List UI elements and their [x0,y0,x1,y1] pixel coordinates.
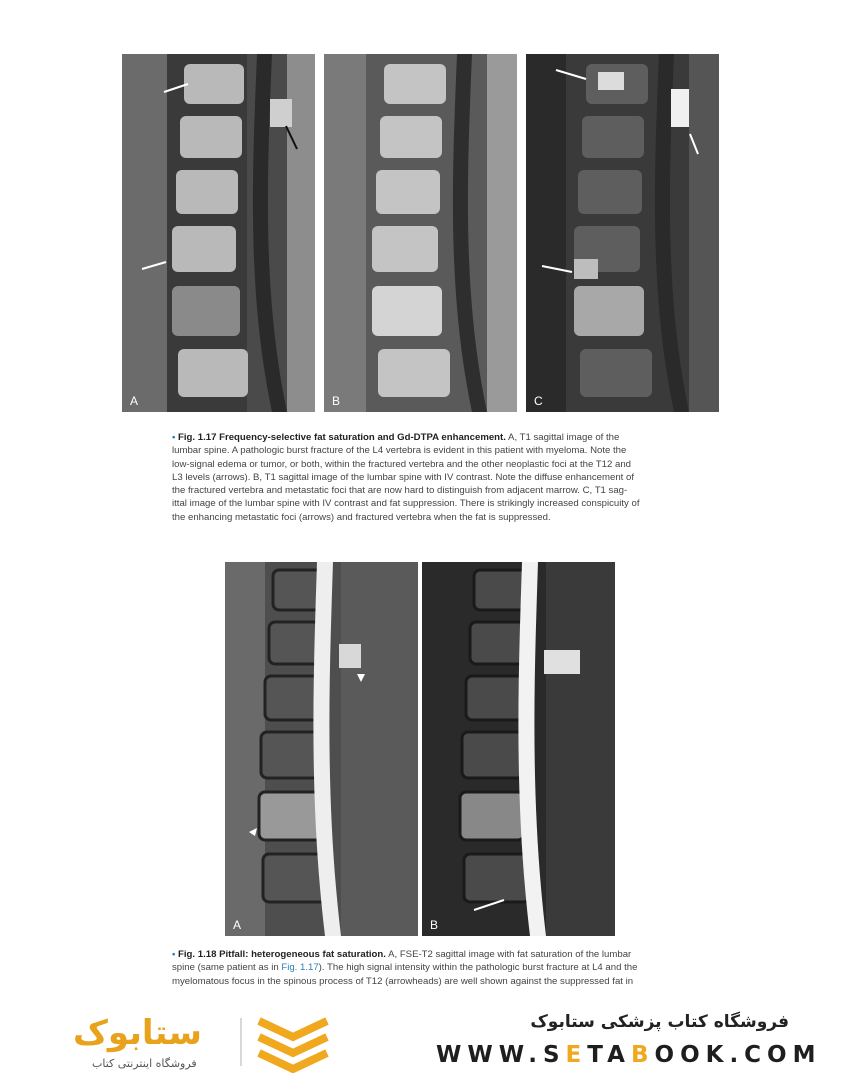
caption-text: A, FSE-T2 sagittal image with fat saturation of the lumbar [388,949,632,960]
panel-label: B [430,918,439,932]
panel-label: A [233,918,242,932]
caption-line [172,431,672,444]
store-url[interactable] [436,1042,822,1068]
figure-reference-link[interactable]: Fig. 1.17 [281,962,319,974]
caption-text: ). The high signal intensity within the pathologic burst fracture at L4 and the [318,962,638,974]
caption-line [172,961,672,974]
caption-line: low-signal edema or tumor, or both, within the fractured vertebra and the other neoplastic foci at the T12 and [172,458,631,470]
caption-line [172,948,672,961]
figure-17-caption [172,431,672,524]
fig17-panel-a [122,54,315,412]
panel-label: A [130,394,139,408]
store-name: فروشگاه کتاب پزشکی ستابوک [530,1012,789,1032]
caption-text: A, T1 sagittal image of the [508,432,620,443]
fig18-panel-a [225,562,418,936]
mri-fse-t2-fat-sat-image [225,562,418,936]
fig17-panel-b [324,54,517,412]
caption-line: L3 levels (arrows). B, T1 sagittal image of the lumbar spine with IV contrast. Note the diffuse enhancement of [172,471,634,483]
figure-number: Fig. 1.17 [178,432,217,443]
store-logo-subtitle: فروشگاه اینترنتی کتاب [92,1057,197,1070]
figure-title: Pitfall: heterogeneous fat saturation. [219,949,386,960]
fig18-panel-b [422,562,615,936]
mri-fse-t2-fat-sat-image [422,562,615,936]
caption-bullet: • [172,949,176,960]
store-logo-wordmark: ستابوک [73,1013,202,1053]
url-part: TA [587,1042,631,1068]
fig17-panel-c [526,54,719,412]
mri-t1-sagittal-image [122,54,315,412]
caption-line: the fractured vertebra and metastatic foci that are now hard to distinguish from adjacent marrow. C, T1 sag- [172,485,628,497]
url-accent: B [630,1042,655,1068]
url-accent: E [565,1042,588,1068]
figure-18-caption [172,948,672,988]
caption-line: lumbar spine. A pathologic burst fracture of the L4 vertebra is evident in this patient with myeloma. Note the [172,445,627,457]
panel-label: C [534,394,543,408]
logo-divider [240,1018,242,1066]
book-chevron-icon [255,1015,331,1073]
caption-line: myelomatous focus in the spinous process of T12 (arrowheads) are well shown against the suppressed fat in [172,975,634,987]
caption-line: the enhancing metastatic foci (arrows) and fractured vertebra when the fat is suppressed. [172,511,551,523]
url-part: WWW.S [436,1042,566,1068]
url-part: OOK.COM [654,1042,822,1068]
panel-label: B [332,394,341,408]
caption-bullet: • [172,432,176,443]
caption-text: spine (same patient as in [172,962,279,974]
figure-number: Fig. 1.18 [178,949,217,960]
figure-title: Frequency-selective fat saturation and Gd-DTPA enhancement. [219,432,506,443]
caption-line: ittal image of the lumbar spine with IV contrast and fat suppression. There is strikingly increased conspicuity of [172,498,640,510]
mri-t1-fat-suppressed-image [526,54,719,412]
mri-t1-contrast-sagittal-image [324,54,517,412]
